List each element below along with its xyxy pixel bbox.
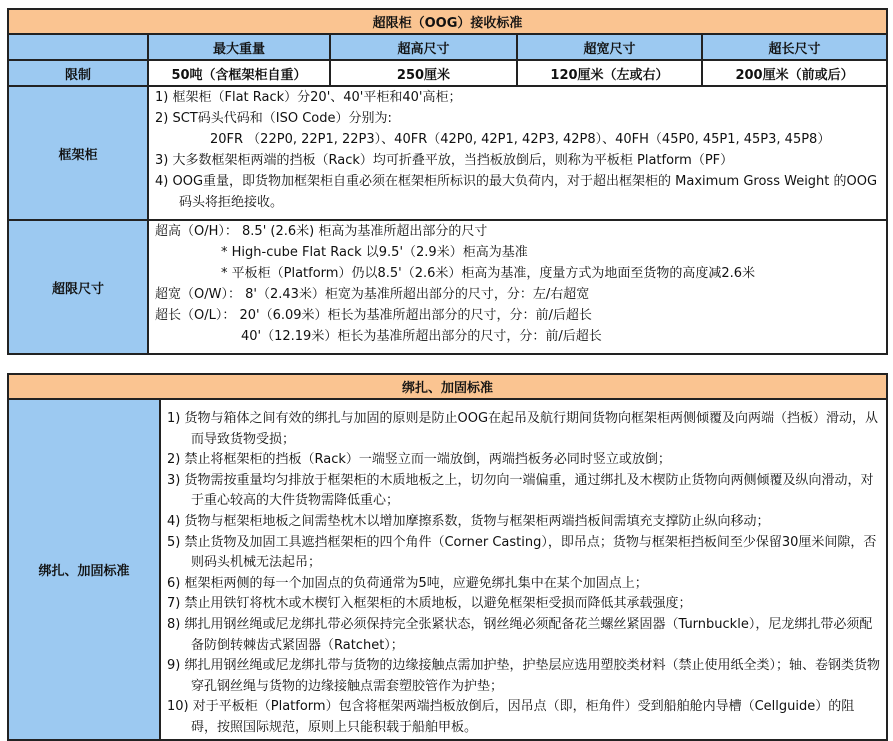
column-header-overlength: 超长尺寸 [702, 34, 887, 60]
limit-max-weight: 50吨（含框架柜自重） [148, 60, 330, 86]
text-line: 超宽（O/W）： 8'（2.43米）柜宽为基准所超出部分的尺寸，分：左/右超宽 [155, 287, 590, 302]
section-label-oog-dimensions: 超限尺寸 [8, 220, 148, 354]
list-item: 2) 禁止将框架柜的挡板（Rack）一端竖立而一端放倒，两端挡板务必同时竖立或放倒； [167, 452, 671, 468]
lashing-standard-table [7, 373, 888, 741]
column-header-overwidth: 超宽尺寸 [517, 34, 702, 60]
limit-row-label: 限制 [8, 60, 148, 86]
table1-title: 超限柜（OOG）接收标准 [8, 9, 887, 34]
text-line: * 平板柜（Platform）仍以8.5'（2.6米）柜高为基准，度量方式为地面至货物的高度减2.6米 [221, 266, 756, 281]
table-row [8, 60, 887, 86]
list-item: 7) 禁止用铁钉将枕木或木楔钉入框架柜的木质地板，以避免框架柜受损而降低其承载强度； [167, 596, 692, 612]
table-row [8, 220, 887, 354]
section-content-lashing [160, 399, 887, 740]
list-item: 4) 货物与框架柜地板之间需垫枕木以增加摩擦系数，货物与框架柜两端挡板间需填充支撑防止纵向移动； [167, 513, 770, 529]
list-item: 1) 货物与箱体之间有效的绑扎与加固的原则是防止OOG在起吊及航行期间货物向框架柜两侧倾覆及向两端（挡板）滑动，从而导致货物受损； [167, 411, 879, 447]
text-line: * High-cube Flat Rack 以9.5'（2.9米）柜高为基准 [221, 245, 528, 260]
text-line: 2) SCT码头代码和（ISO Code）分别为: [155, 111, 392, 126]
text-line: 1) 框架柜（Flat Rack）分20'、40'平柜和40'高柜； [155, 90, 462, 105]
table-row [8, 86, 887, 220]
list-item: 6) 框架柜两侧的每一个加固点的负荷通常为5吨，应避免绑扎集中在某个加固点上； [167, 575, 648, 591]
list-item: 10) 对于平板柜（Platform）包含将框架两端挡板放倒后，因吊点（即，柜角件）受到船舶舱内导槽（Cellguide）的阻碍，按照国际规范，原则上只能积载于船舶甲板。 [167, 699, 855, 735]
text-line: 超长（O/L）： 20'（6.09米）柜长为基准所超出部分的尺寸，分：前/后超长 [155, 308, 592, 323]
column-header-overheight: 超高尺寸 [330, 34, 517, 60]
oog-acceptance-table [7, 8, 888, 355]
text-line: 40'（12.19米）柜长为基准所超出部分的尺寸，分：前/后超长 [241, 329, 602, 344]
text-line: 3) 大多数框架柜两端的挡板（Rack）均可折叠平放，当挡板放倒后，则称为平板柜 Platform（PF） [155, 153, 734, 168]
limit-overlength: 200厘米（前或后） [702, 60, 887, 86]
list-item: 5) 禁止货物及加固工具遮挡框架柜的四个角件（Corner Casting），即吊点；货物与框架柜挡板间至少保留30厘米间隙，否则码头机械无法起吊； [167, 534, 877, 571]
list-item: 9) 绑扎用钢丝绳或尼龙绑扎带与货物的边缘接触点需加护垫，护垫层应选用塑胶类材料（禁止使用纸全类）；轴、卷钢类货物穿孔钢丝绳与货物的边缘接触点需套塑胶管作为护垫； [167, 658, 880, 694]
section-label-lashing: 绑扎、加固标准 [8, 399, 160, 740]
section-content-flat-rack [148, 86, 887, 220]
limit-overheight: 250厘米 [330, 60, 517, 86]
table-spacer [7, 355, 886, 373]
table-row [8, 399, 887, 740]
column-header-max-weight: 最大重量 [148, 34, 330, 60]
list-item: 3) 货物需按重量均匀排放于框架柜的木质地板之上，切勿向一端偏重，通过绑扎及木楔防止货物向两侧倾覆及纵向滑动，对于重心较高的大件货物需降低重心； [167, 472, 874, 509]
text-line: 4) OOG重量，即货物加框架柜自重必须在框架柜所标识的最大负荷内，对于超出框架柜的 Maximum Gross Weight 的OOG码头将拒绝接收。 [155, 174, 878, 210]
table2-title: 绑扎、加固标准 [8, 374, 887, 399]
section-content-oog-dimensions [148, 220, 887, 354]
text-line: 超高（O/H）： 8.5' (2.6米) 柜高为基准所超出部分的尺寸 [155, 224, 488, 239]
text-line: 20FR （22P0, 22P1, 22P3）、40FR（42P0, 42P1, 42P3, 42P8）、40FH（45P0, 45P1, 45P3, 45P8） [210, 132, 831, 147]
list-item: 8) 绑扎用钢丝绳或尼龙绑扎带必须保持完全张紧状态，钢丝绳必须配备花兰螺丝紧固器（Turnbuckle），尼龙绑扎带必须配备防倒转棘齿式紧固器（Ratchet）； [167, 616, 873, 653]
limit-overwidth: 120厘米（左或右） [517, 60, 702, 86]
table1-corner-cell [8, 34, 148, 60]
section-label-flat-rack: 框架柜 [8, 86, 148, 220]
